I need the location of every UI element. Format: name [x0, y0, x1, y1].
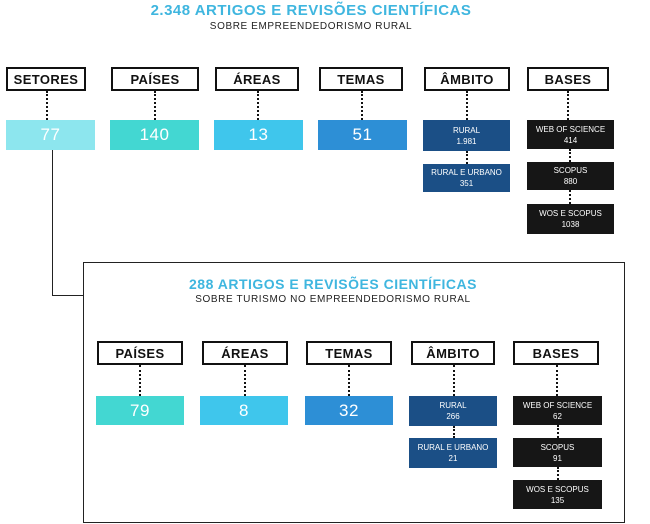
value-setores: 77	[6, 120, 95, 150]
ambito-label: RURAL	[452, 125, 481, 135]
bottom-value-paises: 79	[96, 396, 184, 425]
base-label: SCOPUS	[553, 166, 588, 175]
ambito-label: RURAL E URBANO	[417, 443, 489, 452]
base-wos-scopus	[527, 204, 614, 234]
bottom-ambito-rural-urbano	[409, 438, 497, 468]
top-subtitle: SOBRE EMPREENDEDORISMO RURAL	[209, 21, 413, 32]
base-label: SCOPUS	[540, 442, 575, 452]
base-wos	[527, 120, 614, 149]
ambito-rural-urbano	[423, 164, 510, 192]
connector	[557, 425, 559, 438]
bottom-subtitle: SOBRE TURISMO NO EMPREENDEDORISMO RURAL	[195, 294, 471, 305]
bottom-header-ambito: ÂMBITO	[411, 341, 495, 365]
top-title: 2.348 ARTIGOS E REVISÕES CIENTÍFICAS	[150, 2, 472, 19]
base-scopus	[527, 162, 614, 190]
connector	[466, 91, 468, 120]
base-value: 1038	[561, 220, 580, 229]
bottom-header-bases: BASES	[513, 341, 599, 365]
bottom-base-scopus	[513, 438, 602, 467]
connector	[154, 91, 156, 120]
bottom-header-areas: ÁREAS	[202, 341, 288, 365]
connector	[466, 151, 468, 164]
bottom-value-areas: 8	[200, 396, 288, 425]
connector	[257, 91, 259, 120]
base-value: 62	[553, 411, 562, 421]
bottom-ambito-rural	[409, 396, 497, 426]
ambito-value: 351	[459, 179, 474, 188]
header-bases: BASES	[527, 67, 609, 91]
bottom-base-wos	[513, 396, 602, 425]
base-value: 880	[563, 177, 578, 186]
link-line-vertical	[52, 150, 53, 295]
connector	[244, 365, 246, 396]
ambito-value: 1.981	[456, 136, 477, 146]
base-label: WOS E SCOPUS	[539, 209, 602, 218]
base-label: WEB OF SCIENCE	[522, 400, 593, 410]
bottom-base-wos-scopus	[513, 480, 602, 509]
bottom-value-temas: 32	[305, 396, 393, 425]
connector	[361, 91, 363, 120]
connector	[348, 365, 350, 396]
ambito-value: 21	[448, 454, 458, 463]
connector	[139, 365, 141, 396]
connector	[567, 91, 569, 120]
ambito-rural	[423, 120, 510, 151]
base-value: 414	[563, 135, 578, 145]
connector	[453, 365, 455, 396]
base-value: 91	[553, 453, 562, 463]
ambito-label: RURAL	[439, 401, 467, 410]
value-areas: 13	[214, 120, 303, 150]
header-temas: TEMAS	[319, 67, 403, 91]
connector	[453, 426, 455, 438]
bottom-header-paises: PAÍSES	[97, 341, 183, 365]
header-areas: ÁREAS	[215, 67, 299, 91]
connector	[569, 190, 571, 204]
header-ambito: ÂMBITO	[424, 67, 510, 91]
value-paises: 140	[110, 120, 199, 150]
connector	[557, 467, 559, 480]
header-setores: SETORES	[6, 67, 86, 91]
header-paises: PAÍSES	[111, 67, 199, 91]
ambito-value: 266	[446, 412, 460, 421]
connector	[569, 149, 571, 162]
bottom-header-temas: TEMAS	[306, 341, 392, 365]
connector	[556, 365, 558, 396]
base-label: WOS E SCOPUS	[526, 484, 589, 494]
connector	[46, 91, 48, 120]
ambito-label: RURAL E URBANO	[431, 168, 502, 177]
value-temas: 51	[318, 120, 407, 150]
bottom-title: 288 ARTIGOS E REVISÕES CIENTÍFICAS	[189, 276, 477, 292]
base-label: WEB OF SCIENCE	[535, 124, 606, 134]
base-value: 135	[550, 495, 565, 505]
link-line-horizontal	[52, 295, 83, 296]
